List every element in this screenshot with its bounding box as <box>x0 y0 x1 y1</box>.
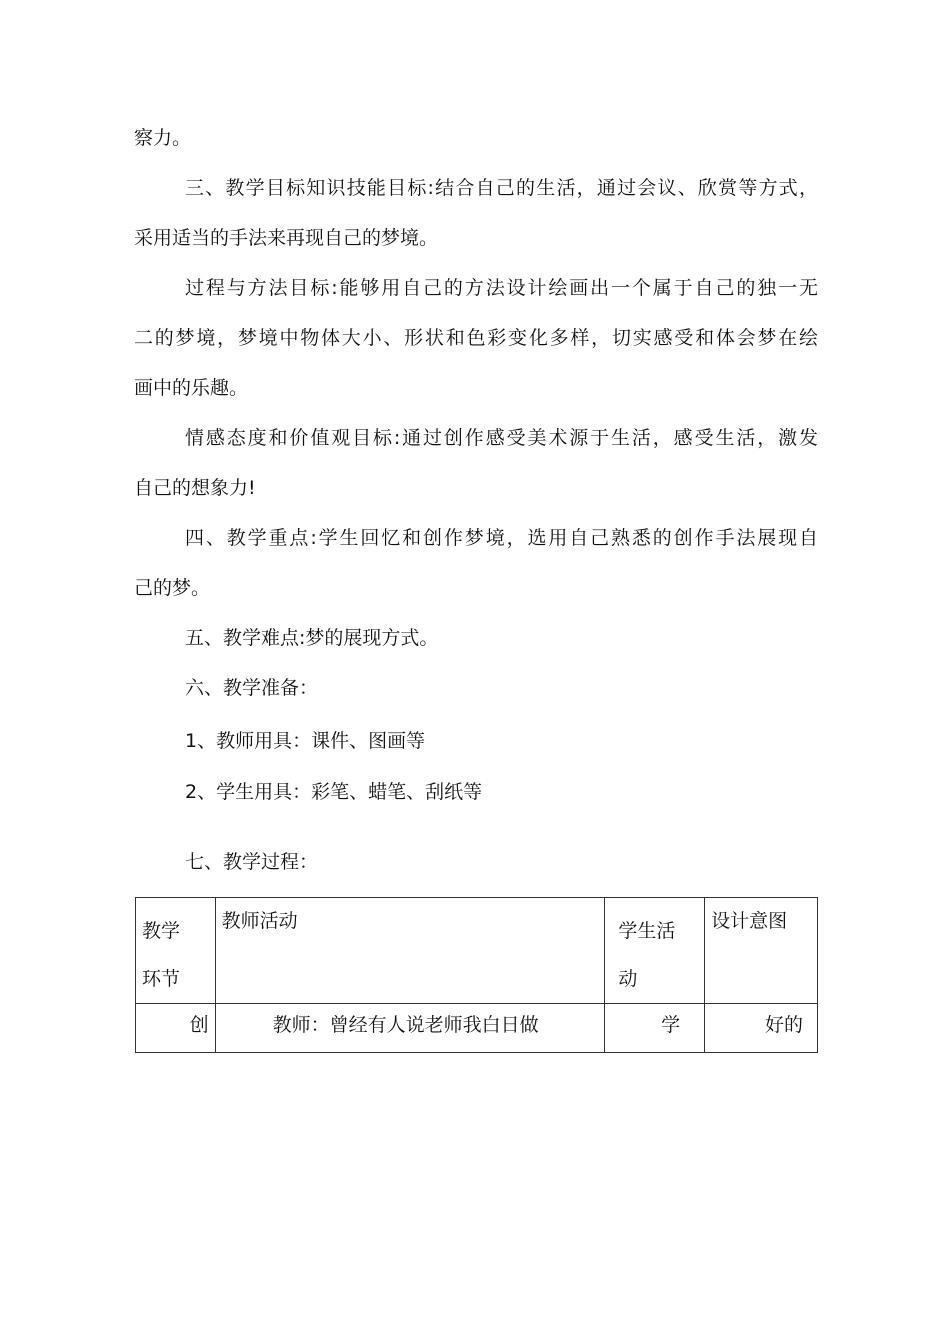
header-stage: 教学环节 <box>142 920 181 990</box>
text-line-5: 二的梦境，梦境中物体大小、形状和色彩变化多样，切实感受和体会梦在绘 <box>134 327 818 349</box>
table-header-row <box>136 898 818 1004</box>
text-line-12: 六、教学准备： <box>185 677 319 699</box>
table-header-cell <box>136 898 216 1004</box>
text-line-15: 七、教学过程： <box>185 851 319 873</box>
text-line-1: 察力。 <box>134 127 192 149</box>
text-line-7: 情感态度和价值观目标:通过创作感受美术源于生活，感受生活，激发 <box>185 427 818 449</box>
text-line-2: 三、教学目标知识技能目标:结合自己的生活，通过会议、欣赏等方式， <box>185 177 818 199</box>
table-header-cell <box>215 898 605 1004</box>
cell-teacher-activity: 教师：曾经有人说老师我白日做 <box>272 1014 539 1036</box>
text-line-14: 2、学生用具：彩笔、蜡笔、刮纸等 <box>185 781 483 803</box>
table-header-cell <box>705 898 818 1004</box>
text-line-8: 自己的想象力! <box>134 477 256 499</box>
table-cell <box>605 1004 705 1053</box>
table-cell <box>136 1004 216 1053</box>
cell-student-activity: 学 <box>661 1014 681 1036</box>
lesson-process-table <box>135 897 818 1053</box>
text-line-11: 五、教学难点:梦的展现方式。 <box>185 627 439 649</box>
cell-stage: 创 <box>189 1014 209 1036</box>
text-line-3: 采用适当的手法来再现自己的梦境。 <box>134 227 439 249</box>
table-row <box>136 1004 818 1053</box>
text-line-9: 四、教学重点:学生回忆和创作梦境，选用自己熟悉的创作手法展现自 <box>185 527 818 549</box>
header-student-activity: 学生活动 <box>618 920 676 990</box>
header-teacher-activity: 教师活动 <box>221 910 298 932</box>
text-line-4: 过程与方法目标:能够用自己的方法设计绘画出一个属于自己的独一无 <box>185 277 818 299</box>
header-design-intent: 设计意图 <box>711 910 788 932</box>
text-line-13: 1、教师用具：课件、图画等 <box>185 730 426 752</box>
cell-design-intent: 好的 <box>764 1014 803 1036</box>
table-header-cell <box>605 898 705 1004</box>
table-cell <box>215 1004 605 1053</box>
text-line-10: 己的梦。 <box>134 577 211 599</box>
text-line-6: 画中的乐趣。 <box>134 377 249 399</box>
table-cell <box>705 1004 818 1053</box>
